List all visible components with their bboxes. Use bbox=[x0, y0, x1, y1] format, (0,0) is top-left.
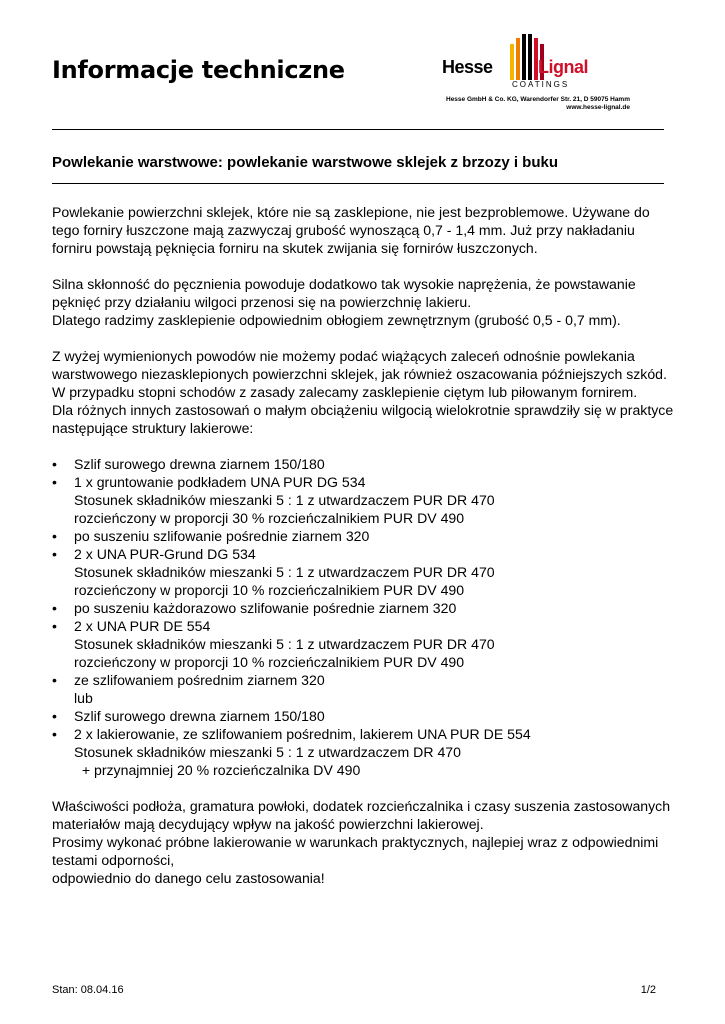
bullet: • bbox=[52, 456, 57, 472]
step-text: po suszeniu każdorazowo szlifowanie pośrednie ziarnem 320 bbox=[74, 600, 457, 616]
bullet: • bbox=[52, 726, 57, 742]
step-thinner: rozcieńczony w proporcji 10 % rozcieńczalnikiem PUR DV 490 bbox=[74, 654, 465, 670]
subtitle-divider bbox=[52, 183, 664, 184]
bullet: • bbox=[52, 600, 57, 616]
step-text: ze szlifowaniem pośrednim ziarnem 320 bbox=[74, 672, 325, 688]
company-address bbox=[446, 96, 630, 112]
company-logo bbox=[440, 34, 640, 94]
step-mix-ratio: Stosunek składników mieszanki 5 : 1 z utwardzaczem DR 470 bbox=[74, 744, 461, 760]
paragraph-properties: Właściwości podłoża, gramatura powłoki, dodatek rozcieńczalnika i czasy suszenia zastosowanych materiałów mają decydujący wpływ na jakość powierzchni lakierowej. bbox=[52, 798, 671, 832]
bullet: • bbox=[52, 618, 57, 634]
list-item bbox=[52, 671, 677, 707]
list-item bbox=[52, 725, 677, 779]
header-divider bbox=[52, 129, 664, 130]
step-text: 2 x lakierowanie, ze szlifowaniem pośrednim, lakierem UNA PUR DE 554 bbox=[74, 726, 531, 742]
paragraph-closing: odpowiednio do danego celu zastosowania! bbox=[52, 870, 325, 886]
step-text: po suszeniu szlifowanie pośrednie ziarnem 320 bbox=[74, 528, 370, 544]
list-item bbox=[52, 455, 677, 473]
bullet: • bbox=[52, 528, 57, 544]
bullet: • bbox=[52, 672, 57, 688]
bullet: • bbox=[52, 474, 57, 490]
step-text: 2 x UNA PUR DE 554 bbox=[74, 618, 211, 634]
paragraph-test-request: Prosimy wykonać próbne lakierowanie w warunkach praktycznych, najlepiej wraz z odpowiednimi testami odporności, bbox=[52, 834, 659, 868]
list-item bbox=[52, 599, 677, 617]
company-line-website: www.hesse-lignal.de bbox=[566, 104, 630, 111]
list-item bbox=[52, 473, 677, 527]
step-text: Szlif surowego drewna ziarnem 150/180 bbox=[74, 708, 325, 724]
paragraph-swelling: Silna skłonność do pęcznienia powoduje dodatkowo tak wysokie naprężenia, że powstawanie pęknięć przy działaniu wilgoci przenosi się na powierzchnię lakieru. bbox=[52, 276, 636, 310]
step-mix-ratio: Stosunek składników mieszanki 5 : 1 z utwardzaczem PUR DR 470 bbox=[74, 636, 495, 652]
step-text: Szlif surowego drewna ziarnem 150/180 bbox=[74, 456, 325, 472]
paragraph-intro: Powlekanie powierzchni sklejek, które nie są zasklepione, nie jest bezproblemowe. Używane do tego forniry łuszczone mają zazwyczaj grubość wynoszącą 0,7 - 1,4 mm. Już przy nakładaniu forniru powstają pęknięcia forniru na skutek zwijania się fornirów łuszczonych. bbox=[52, 204, 650, 256]
paragraph-recommendation: Dlatego radzimy zasklepienie odpowiednim obłogiem zewnętrznym (grubość 0,5 - 0,7 mm). bbox=[52, 312, 621, 328]
list-item bbox=[52, 527, 677, 545]
step-thinner: + przynajmniej 20 % rozcieńczalnika DV 490 bbox=[74, 762, 361, 778]
step-thinner: rozcieńczony w proporcji 30 % rozcieńczalnikiem PUR DV 490 bbox=[74, 510, 465, 526]
bullet: • bbox=[52, 708, 57, 724]
step-text: 2 x UNA PUR-Grund DG 534 bbox=[74, 546, 256, 562]
list-item bbox=[52, 617, 677, 671]
bullet: • bbox=[52, 546, 57, 562]
document-date: Stan: 08.04.16 bbox=[52, 984, 124, 996]
page-title: Informacje techniczne bbox=[52, 56, 345, 84]
page-number: 1/2 bbox=[640, 984, 656, 996]
paragraph-disclaimer: Z wyżej wymienionych powodów nie możemy podać wiążących zaleceń odnośnie powlekania warstwowego niezasklepionych powierzchni sklejek, jak również oszacowania późniejszych szkód. W przypadku stopni schodów z zasady zalecamy zasklepienie ciętym lub piłowanym fornirem. bbox=[52, 348, 667, 400]
step-mix-ratio: Stosunek składników mieszanki 5 : 1 z utwardzaczem PUR DR 470 bbox=[74, 564, 495, 580]
document-subtitle: Powlekanie warstwowe: powlekanie warstwowe sklejek z brzozy i buku bbox=[52, 154, 558, 171]
logo-brand-left: Hesse bbox=[442, 57, 493, 77]
list-item bbox=[52, 707, 677, 725]
logo-brand-right: Lignal bbox=[538, 57, 588, 77]
step-alternative: lub bbox=[74, 690, 93, 706]
step-mix-ratio: Stosunek składników mieszanki 5 : 1 z utwardzaczem PUR DR 470 bbox=[74, 492, 495, 508]
list-item bbox=[52, 545, 677, 599]
step-text: 1 x gruntowanie podkładem UNA PUR DG 534 bbox=[74, 474, 366, 490]
company-line-address: Hesse GmbH & Co. KG, Warendorfer Str. 21, D 59075 Hamm bbox=[446, 96, 630, 103]
document-body bbox=[52, 203, 677, 887]
logo-tagline: COATINGS bbox=[512, 80, 570, 89]
lacquer-structure-list bbox=[52, 455, 677, 779]
paragraph-proven-structures: Dla różnych innych zastosowań o małym obciążeniu wilgocią wielokrotnie sprawdziły się w praktyce następujące struktury lakierowe: bbox=[52, 402, 674, 436]
step-thinner: rozcieńczony w proporcji 10 % rozcieńczalnikiem PUR DV 490 bbox=[74, 582, 465, 598]
